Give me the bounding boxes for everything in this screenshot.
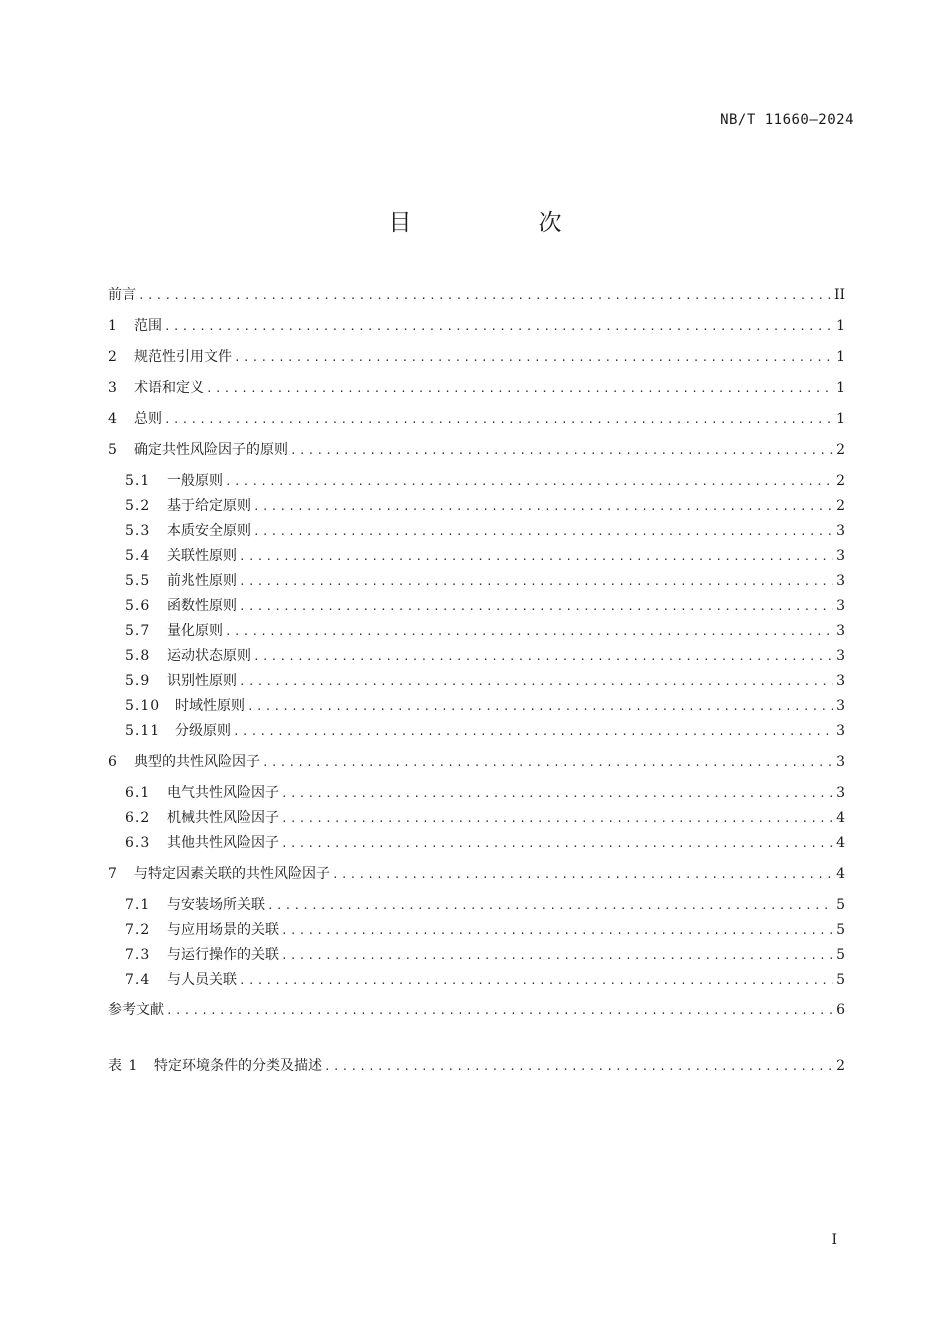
toc-entry-5-5[interactable]: [108, 571, 845, 591]
toc-entry-label: 与应用场景的关联: [167, 922, 279, 938]
toc-entry-label: 一般原则: [167, 473, 223, 489]
toc-entry-7-4[interactable]: [108, 970, 845, 990]
toc-entry-page: 2: [836, 442, 845, 458]
toc-leader: [281, 784, 833, 804]
toc-entry-label: 总则: [134, 411, 162, 427]
toc-entry-label: 与安装场所关联: [167, 897, 265, 913]
toc-leader: [225, 472, 833, 492]
page-number: I: [831, 1232, 837, 1248]
toc-entry-page: 1: [836, 411, 845, 427]
toc-leader: [206, 379, 833, 399]
toc-leader: [164, 317, 833, 337]
toc-entry-number: 7.3: [125, 947, 151, 963]
toc-entry-label: 量化原则: [167, 623, 223, 639]
toc-entry-page: 3: [836, 648, 845, 664]
toc-leader: [225, 622, 833, 642]
toc-entry-page: 3: [836, 723, 845, 739]
toc-entry-label: 与特定因素关联的共性风险因子: [134, 866, 330, 882]
standard-code: NB/T 11660—2024: [720, 112, 854, 128]
toc-leader: [262, 753, 833, 773]
toc-entry-3[interactable]: [108, 378, 845, 398]
toc-entry-6-1[interactable]: [108, 783, 845, 803]
toc-entry-7-2[interactable]: [108, 920, 845, 940]
toc-entry-number: 5.2: [125, 498, 151, 514]
toc-leader: [253, 647, 833, 667]
toc-entry-number: 7: [108, 866, 118, 882]
toc-entry-number: 5.7: [125, 623, 151, 639]
toc-entry-6-3[interactable]: [108, 833, 845, 853]
toc-entry-number: 7.2: [125, 922, 151, 938]
toc-entry-4[interactable]: [108, 409, 845, 429]
toc-leader: [233, 722, 833, 742]
toc-leader: [239, 547, 833, 567]
toc-leader: [239, 672, 833, 692]
toc-entry-number: 5.3: [125, 523, 151, 539]
toc-entry-page: 3: [836, 623, 845, 639]
toc-entry-label: 时域性原则: [175, 698, 245, 714]
toc-entry-page: 3: [836, 673, 845, 689]
toc-leader: [164, 410, 833, 430]
toc-entry-number: 5.1: [125, 473, 151, 489]
toc-leader: [234, 348, 833, 368]
toc-entry-label: 特定环境条件的分类及描述: [154, 1058, 322, 1074]
toc-entry-label: 识别性原则: [167, 673, 237, 689]
toc-entry-label: 其他共性风险因子: [167, 835, 279, 851]
toc-entry-page: 3: [836, 598, 845, 614]
toc-entry-label: 机械共性风险因子: [167, 810, 279, 826]
toc-entry-7-1[interactable]: [108, 895, 845, 915]
toc-entry-number: 4: [108, 411, 118, 427]
toc-entry-5-1[interactable]: [108, 471, 845, 491]
toc-entry-number: 6: [108, 754, 118, 770]
toc-entry-2[interactable]: [108, 347, 845, 367]
toc-entry-page: 6: [836, 1002, 845, 1018]
toc-entry-7[interactable]: [108, 864, 845, 884]
toc-entry-label: 与运行操作的关联: [167, 947, 279, 963]
toc-entry-5-8[interactable]: [108, 646, 845, 666]
toc-entry-page: 3: [836, 523, 845, 539]
toc-entry-5[interactable]: [108, 440, 845, 460]
toc-entry-number: 7.4: [125, 972, 151, 988]
toc-entry-page: 3: [836, 548, 845, 564]
toc-entry-page: 4: [836, 866, 845, 882]
toc-entry-page: 5: [836, 922, 845, 938]
toc-entry-label: 术语和定义: [134, 380, 204, 396]
toc-entry-number: 6.3: [125, 835, 151, 851]
toc-leader: [267, 896, 833, 916]
toc-entry-bibliography[interactable]: [108, 1000, 845, 1020]
toc-entry-number: 5.4: [125, 548, 151, 564]
toc-entry-5-2[interactable]: [108, 496, 845, 516]
toc-entry-5-3[interactable]: [108, 521, 845, 541]
toc-entry-1[interactable]: [108, 316, 845, 336]
toc-entry-page: 3: [836, 698, 845, 714]
toc-leader: [281, 834, 833, 854]
toc-entry-number: 5.6: [125, 598, 151, 614]
toc-entry-6[interactable]: [108, 752, 845, 772]
toc-leader: [324, 1057, 833, 1077]
toc-entry-label: 本质安全原则: [167, 523, 251, 539]
toc-leader: [332, 865, 833, 885]
toc-entry-page: 2: [836, 498, 845, 514]
toc-entry-page: 1: [836, 349, 845, 365]
toc-leader: [281, 809, 833, 829]
toc-entry-5-4[interactable]: [108, 546, 845, 566]
toc-entry-label: 范围: [134, 318, 162, 334]
page-title: 目 次: [388, 210, 614, 236]
toc-leader: [253, 497, 833, 517]
toc-entry-page: 3: [836, 573, 845, 589]
toc-leader: [239, 572, 833, 592]
toc-entry-number: 5.10: [125, 698, 161, 714]
toc-entry-label: 典型的共性风险因子: [134, 754, 260, 770]
toc-entry-number: 6.2: [125, 810, 151, 826]
toc-entry-page: 3: [836, 785, 845, 801]
toc-entry-label: 确定共性风险因子的原则: [134, 442, 288, 458]
toc-entry-page: 5: [836, 972, 845, 988]
toc-entry-page: 5: [836, 897, 845, 913]
toc-leader: [138, 286, 831, 306]
toc-entry-number: 2: [108, 349, 118, 365]
toc-entry-label: 电气共性风险因子: [167, 785, 279, 801]
toc-entry-label: 分级原则: [175, 723, 231, 739]
toc-entry-page: 4: [836, 835, 845, 851]
toc-entry-number: 5.8: [125, 648, 151, 664]
toc-entry-number: 7.1: [125, 897, 151, 913]
toc-entry-5-11[interactable]: [108, 721, 845, 741]
toc-entry-number: 5.5: [125, 573, 151, 589]
toc-entry-page: II: [833, 287, 845, 303]
toc-leader: [247, 697, 833, 717]
toc-entry-number: 表 1: [108, 1058, 139, 1074]
toc-leader: [290, 441, 833, 461]
toc-entry-number: 5.11: [125, 723, 161, 739]
toc-leader: [281, 921, 833, 941]
toc-entry-5-10[interactable]: [108, 696, 845, 716]
toc-entry-page: 1: [836, 380, 845, 396]
toc-entry-label: 前兆性原则: [167, 573, 237, 589]
toc-entry-page: 2: [836, 1058, 845, 1074]
toc-entry-label: 规范性引用文件: [134, 349, 232, 365]
toc-entry-number: 5: [108, 442, 118, 458]
toc-entry-5-6[interactable]: [108, 596, 845, 616]
toc-entry-7-3[interactable]: [108, 945, 845, 965]
toc-entry-page: 4: [836, 810, 845, 826]
toc-entry-5-9[interactable]: [108, 671, 845, 691]
toc-entry-number: 5.9: [125, 673, 151, 689]
toc-entry-label: 关联性原则: [167, 548, 237, 564]
toc-leader: [166, 1001, 833, 1021]
toc-entry-label: 函数性原则: [167, 598, 237, 614]
toc-leader: [239, 971, 833, 991]
toc-entry-label: 前言: [108, 287, 136, 303]
toc-entry-page: 5: [836, 947, 845, 963]
toc-entry-foreword[interactable]: [108, 285, 845, 305]
toc-entry-label: 参考文献: [108, 1002, 164, 1018]
toc-entry-table-1[interactable]: [108, 1056, 845, 1076]
toc-entry-label: 运动状态原则: [167, 648, 251, 664]
toc-entry-number: 1: [108, 318, 118, 334]
toc-leader: [281, 946, 833, 966]
toc-leader: [239, 597, 833, 617]
toc-entry-label: 与人员关联: [167, 972, 237, 988]
toc-entry-number: 6.1: [125, 785, 151, 801]
toc-entry-page: 2: [836, 473, 845, 489]
toc-entry-5-7[interactable]: [108, 621, 845, 641]
toc-entry-6-2[interactable]: [108, 808, 845, 828]
toc-entry-label: 基于给定原则: [167, 498, 251, 514]
toc-entry-page: 1: [836, 318, 845, 334]
toc-leader: [253, 522, 833, 542]
toc-entry-number: 3: [108, 380, 118, 396]
toc-entry-page: 3: [836, 754, 845, 770]
